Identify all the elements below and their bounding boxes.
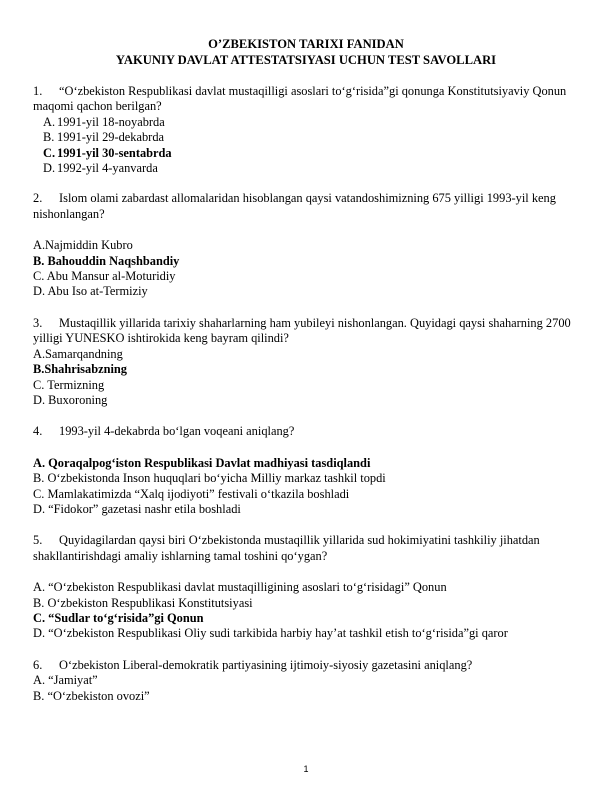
question-number: 2. xyxy=(33,191,43,206)
question-text xyxy=(33,316,583,347)
question-text xyxy=(33,84,583,115)
document-subtitle: YAKUNIY DAVLAT ATTESTATSIYASI UCHUN TEST SAVOLLARI xyxy=(115,53,497,67)
option-d: D. “Fidokor” gazetasi nashr etila boshladi xyxy=(33,501,241,516)
question-body: Quyidagilardan qaysi biri O‘zbekistonda mustaqillik yillarida sud hokimiyatini tashkiliy jihatdan shakllantirishdagi amaliy ishlarning tamal toshini qo‘ygan? xyxy=(33,533,540,563)
question-body: “O‘zbekiston Respublikasi davlat mustaqilligi asoslari to‘g‘risida”gi qonunga Konstitutsiyaviy Qonun maqomi qachon berilgan? xyxy=(33,84,567,114)
option-d: D. Buxoroning xyxy=(33,392,108,407)
option-a: A.Samarqandning xyxy=(33,346,123,361)
option-d: D. Abu Iso at-Termiziy xyxy=(33,284,148,299)
option-a: A. 1991-yil 18-noyabrda xyxy=(43,114,165,129)
question-2 xyxy=(33,191,583,299)
option-b: B. “O‘zbekiston ovozi” xyxy=(33,688,150,703)
question-body: Islom olami zabardast allomalaridan hisoblangan qaysi vatandoshimizning 675 yilligi 1993-yil keng nishonlangan? xyxy=(33,191,556,221)
option-b: B. 1991-yil 29-dekabrda xyxy=(43,130,165,145)
option-b-correct: B.Shahrisabzning xyxy=(33,362,128,377)
page-number: 1 xyxy=(303,764,309,774)
option-c-correct: C. “Sudlar to‘g‘risida”gi Qonun xyxy=(33,610,204,625)
question-body: O‘zbekiston Liberal-demokratik partiyasining ijtimoiy-siyosiy gazetasini aniqlang? xyxy=(59,657,473,672)
question-body: Mustaqillik yillarida tarixiy shaharlarning ham yubileyi nishonlangan. Quyidagi qaysi shaharning 2700 yilligi YUNESKO ishtirokida keng bayram qilindi? xyxy=(33,315,571,346)
question-text xyxy=(33,424,583,439)
option-a: A. “Jamiyat” xyxy=(33,673,98,688)
question-5 xyxy=(33,533,583,641)
question-3 xyxy=(33,316,583,408)
question-number: 4. xyxy=(33,424,43,439)
document-title: O’ZBEKISTON TARIXI FANIDAN xyxy=(208,37,404,51)
question-body: 1993-yil 4-dekabrda bo‘lgan voqeani aniqlang? xyxy=(59,424,295,439)
option-b-correct: B. Bahouddin Naqshbandiy xyxy=(33,253,180,268)
option-a-correct: A. Qoraqalpog‘iston Respublikasi Davlat madhiyasi tasdiqlandi xyxy=(33,455,371,470)
question-text xyxy=(33,191,583,222)
option-d: D. 1992-yil 4-yanvarda xyxy=(43,161,158,176)
option-c: C. Termizning xyxy=(33,377,105,392)
option-a: A. “O‘zbekiston Respublikasi davlat mustaqilligining asoslari to‘g‘risidagi” Qonun xyxy=(33,580,447,595)
question-text xyxy=(33,658,583,673)
option-b: B. O‘zbekistonda Inson huquqlari bo‘yicha Milliy markaz tashkil topdi xyxy=(33,471,386,486)
question-number: 6. xyxy=(33,657,43,672)
question-6 xyxy=(33,658,583,704)
option-c: C. Mamlakatimizda “Xalq ijodiyoti” festivali o‘tkazila boshladi xyxy=(33,486,350,501)
option-c: C. Abu Mansur al-Moturidiy xyxy=(33,269,176,284)
question-4 xyxy=(33,424,583,517)
option-b: B. O‘zbekiston Respublikasi Konstitutsiyasi xyxy=(33,595,253,610)
question-number: 1. xyxy=(33,84,43,98)
question-number: 5. xyxy=(33,533,43,548)
option-c-correct: C. 1991-yil 30-sentabrda xyxy=(43,145,172,160)
question-number: 3. xyxy=(33,315,43,330)
option-a: A.Najmiddin Kubro xyxy=(33,238,133,253)
question-list xyxy=(33,84,583,704)
option-d: D. “O‘zbekiston Respublikasi Oliy sudi tarkibida harbiy hay’at tashkil etish to‘g‘risida”gi qaror xyxy=(33,626,508,641)
question-text xyxy=(33,533,583,564)
question-1 xyxy=(33,84,583,176)
